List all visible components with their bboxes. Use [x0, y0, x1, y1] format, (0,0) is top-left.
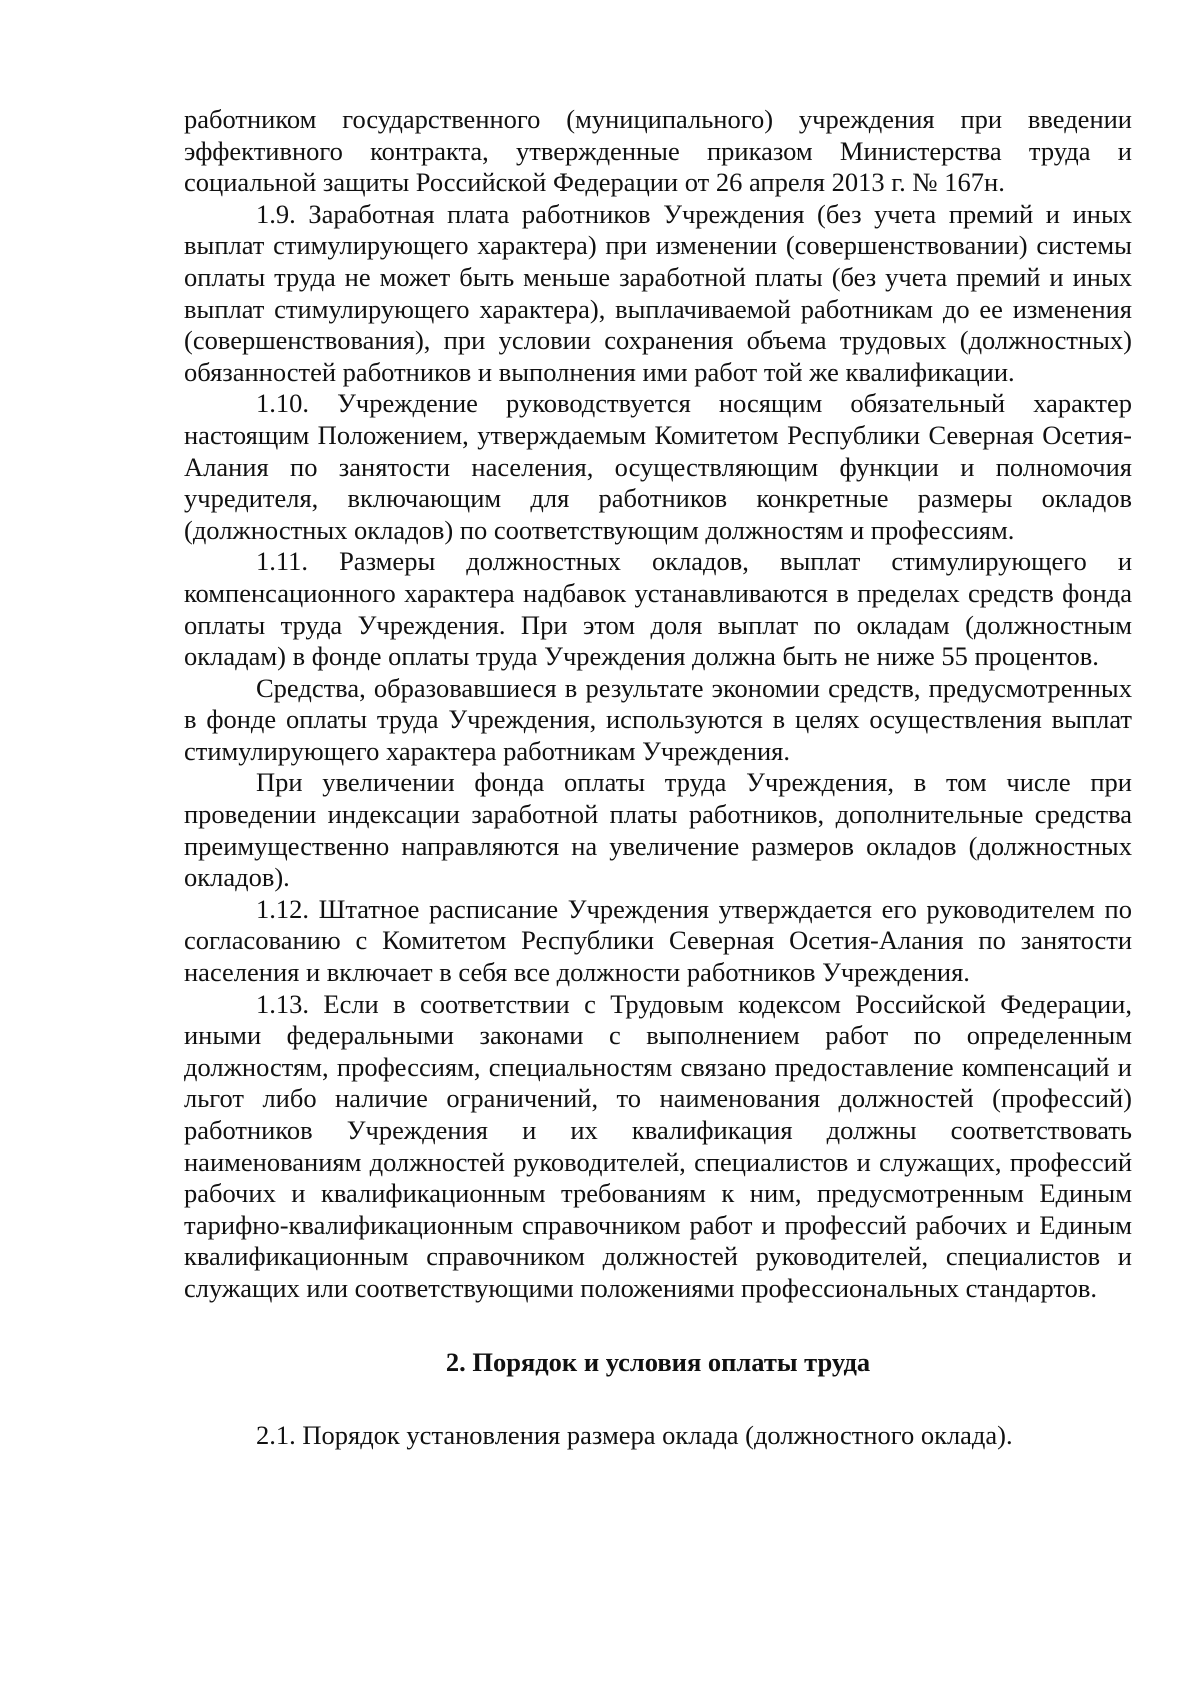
- paragraph-1-12: 1.12. Штатное расписание Учреждения утверждается его руководителем по согласованию с Комитетом Республики Северная Осетия-Алания по занятости населения и включает в себя все должности работников Учреждения.: [184, 893, 1132, 988]
- paragraph-savings: Средства, образовавшиеся в результате экономии средств, предусмотренных в фонде оплаты труда Учреждения, используются в целях осуществления выплат стимулирующего характера работникам Учреждения.: [184, 672, 1132, 766]
- document-page: [184, 104, 1132, 1452]
- paragraph-fund-increase: При увеличении фонда оплаты труда Учреждения, в том числе при проведении индексации заработной платы работников, дополнительные средства преимущественно направляются на увеличение размеров окладов (должностных окладов).: [184, 767, 1132, 893]
- subsection-2-1: 2.1. Порядок установления размера оклада (должностного оклада).: [256, 1420, 1013, 1451]
- paragraph-1-11: 1.11. Размеры должностных окладов, выплат стимулирующего и компенсационного характера надбавок устанавливаются в пределах средств фонда оплаты труда Учреждения. При этом доля выплат по окладам (должностным окладам) в фонде оплаты труда Учреждения должна быть не ниже 55 процентов.: [184, 546, 1132, 672]
- paragraph-continuation: работником государственного (муниципального) учреждения при введении эффективного контракта, утвержденные приказом Министерства труда и социальной защиты Российской Федерации от 26 апреля 2013 г. № 167н.: [184, 104, 1132, 198]
- paragraph-1-13: 1.13. Если в соответствии с Трудовым кодексом Российской Федерации, иными федеральными законами с выполнением работ по определенным должностям, профессиям, специальностям связано предоставление компенсаций и льгот либо наличие ограничений, то наименования должностей (профессий) работников Учреждения и их квалификация должны соответствовать наименованиям должностей руководителей, специалистов и служащих, профессий рабочих и квалификационным требованиям к ним, предусмотренным Единым тарифно-квалификационным справочником работ и профессий рабочих и Единым квалификационным справочником должностей руководителей, специалистов и служащих или соответствующими положениями профессиональных стандартов.: [184, 988, 1132, 1303]
- section-heading: 2. Порядок и условия оплаты труда: [445, 1346, 871, 1377]
- paragraph-1-10: 1.10. Учреждение руководствуется носящим обязательный характер настоящим Положением, утверждаемым Комитетом Республики Северная Осетия-Алания по занятости населения, осуществляющим функции и полномочия учредителя, включающим для работников конкретные размеры окладов (должностных окладов) по соответствующим должностям и профессиям.: [184, 388, 1132, 545]
- paragraph-1-9: 1.9. Заработная плата работников Учреждения (без учета премий и иных выплат стимулирующего характера) при изменении (совершенствовании) системы оплаты труда не может быть меньше заработной платы (без учета премий и иных выплат стимулирующего характера), выплачиваемой работникам до ее изменения (совершенствования), при условии сохранения объема трудовых (должностных) обязанностей работников и выполнения ими работ той же квалификации.: [184, 198, 1132, 387]
